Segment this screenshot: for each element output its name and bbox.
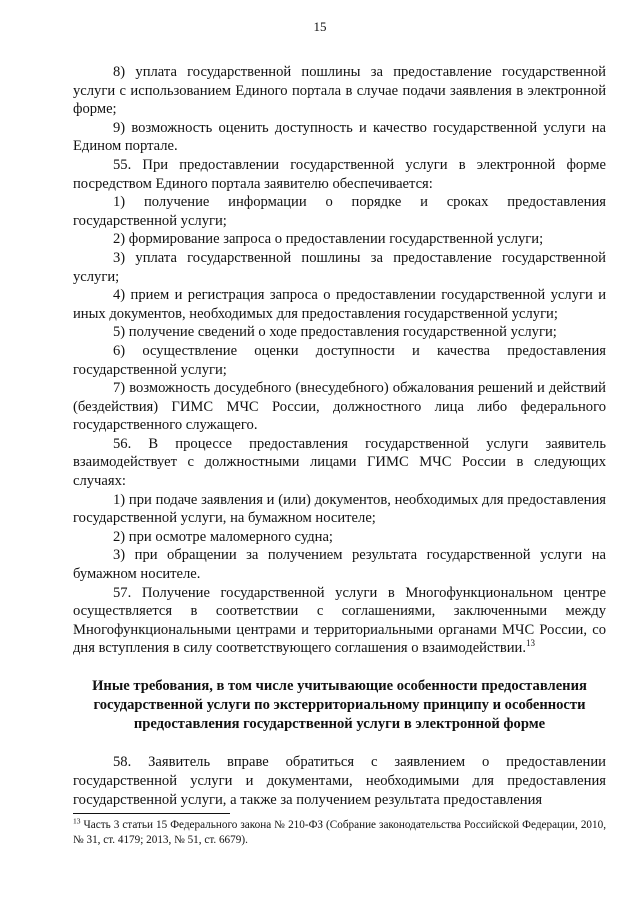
- list-item-56-2: 2) при осмотре маломерного судна;: [113, 528, 333, 545]
- list-item-56-3: 3) при обращении за получением результата государственной услуги на бумажном носителе.: [73, 547, 606, 583]
- paragraph-8-fee-payment: 8) уплата государственной пошлины за предоставление государственной услуги с использованием Единого портала в случае подачи заявления в электронной форме;: [73, 64, 606, 118]
- footnote-marker: 13: [73, 816, 81, 826]
- footnote: [73, 818, 606, 847]
- paragraph-55: 55. При предоставлении государственной услуги в электронной форме посредством Единого портала заявителю обеспечивается:: [73, 156, 606, 192]
- list-item-55-5: 5) получение сведений о ходе предоставления государственной услуги;: [113, 324, 557, 341]
- paragraph-57: [73, 584, 606, 658]
- list-item-55-1: 1) получение информации о порядке и сроках предоставления государственной услуги;: [73, 194, 606, 229]
- page-number: 15: [313, 19, 327, 34]
- paragraph-58: 58. Заявитель вправе обратиться с заявлением о предоставлении государственной услуги и документами, необходимыми для предоставления государственной услуги, а также за получением результата предоставления: [73, 754, 606, 808]
- paragraph-9-quality-assessment: 9) возможность оценить доступность и качество государственной услуги на Едином портале.: [73, 119, 606, 155]
- body-text: [73, 63, 606, 809]
- footnote-text: Часть 3 статьи 15 Федерального закона № 210-ФЗ (Собрание законодательства Российской Федерации, 2010, № 31, ст. 4179; 2013, № 51, ст. 6679).: [73, 819, 606, 846]
- list-item-55-2: 2) формирование запроса о предоставлении государственной услуги;: [113, 231, 544, 248]
- paragraph-56: 56. В процессе предоставления государственной услуги заявитель взаимодействует с должностными лицами ГИМС МЧС России в следующих случаях:: [73, 435, 606, 490]
- footnote-divider: [73, 813, 230, 814]
- list-item-55-4: 4) прием и регистрация запроса о предоставлении государственной услуги и иных документов, необходимых для предоставления государственной услуги;: [73, 287, 606, 322]
- list-item-55-3: 3) уплата государственной пошлины за предоставление государственной услуги;: [73, 249, 606, 285]
- footnote-reference: 13: [526, 638, 535, 649]
- list-item-55-6: 6) осуществление оценки доступности и качества предоставления государственной услуги;: [73, 342, 606, 378]
- list-item-56-1: 1) при подаче заявления и (или) документов, необходимых для предоставления государственной услуги, на бумажном носителе;: [73, 491, 606, 527]
- section-heading: Иные требования, в том числе учитывающие особенности предоставления государственной услуги по экстерриториальному принципу и особенности предоставления государственной услуги в электронной форме: [92, 678, 587, 732]
- list-item-55-7: 7) возможность досудебного (внесудебного) обжалования решений и действий (бездействия) ГИМС МЧС России, должностного лица либо федерального государственного служащего.: [73, 380, 606, 434]
- paragraph-57-text: 57. Получение государственной услуги в Многофункциональном центре осуществляется в соответствии с соглашениями, заключенными между Многофункциональными центрами и территориальными органами МЧС России, со дня вступления в силу соответствующего соглашения о взаимодействии.: [73, 584, 606, 657]
